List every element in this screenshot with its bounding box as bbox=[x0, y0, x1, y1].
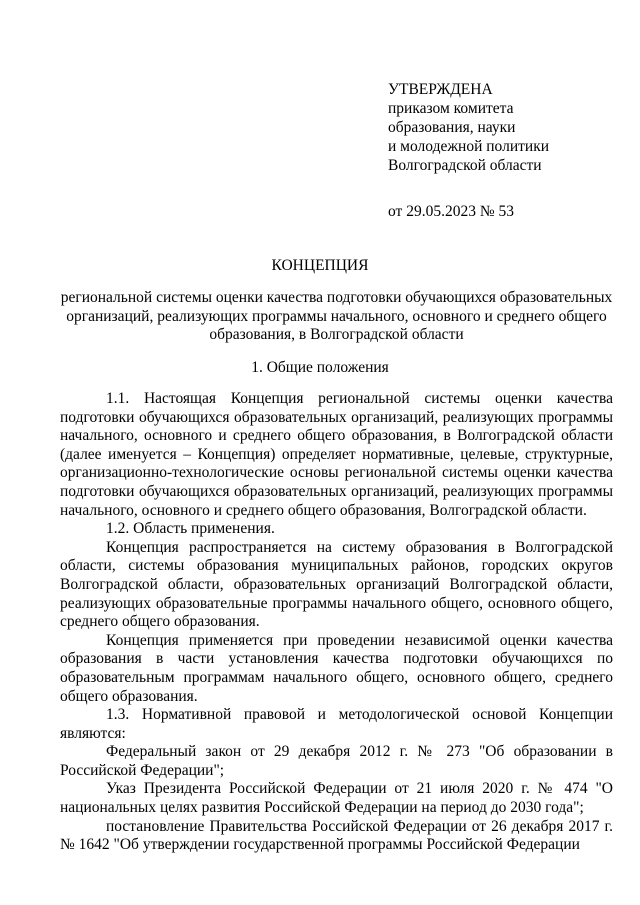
document-subtitle: региональной системы оценки качества подготовки обучающихся образовательных организаций, реализующих программы начального, основного и среднего общего образования, в Волгоградской области bbox=[60, 289, 613, 343]
document-title: КОНЦЕПЦИЯ bbox=[271, 257, 369, 274]
approval-line: приказом комитета bbox=[388, 100, 514, 117]
paragraph: постановление Правительства Российской Федерации от 26 декабря 2017 г. № 1642 "Об утверждении государственной программы Российской Федерации bbox=[60, 817, 613, 854]
paragraph: Указ Президента Российской Федерации от 21 июля 2020 г. № 474 "О национальных целях развития Российской Федерации на период до 2030 года"; bbox=[60, 780, 613, 817]
approval-line: образования, науки bbox=[388, 119, 516, 136]
section-heading: 1. Общие положения bbox=[251, 359, 389, 376]
approval-date: от 29.05.2023 № 53 bbox=[388, 203, 514, 220]
paragraph: Концепция применяется при проведении независимой оценки качества образования в части установления качества подготовки обучающихся по образовательным программам начального общего, основного общего, среднего общего образования. bbox=[60, 631, 613, 705]
approval-stamp bbox=[388, 80, 549, 221]
paragraph: Федеральный закон от 29 декабря 2012 г. № 273 "Об образовании в Российской Федерации"; bbox=[60, 743, 613, 779]
paragraph: 1.2. Область применения. bbox=[106, 520, 275, 538]
paragraph: Концепция распространяется на систему образования в Волгоградской области, системы образования муниципальных районов, городских округов Волгоградской области, образовательных организаций Волгоградской области, реализующих образовательные программы начального общего, основного общего, среднего общего образования. bbox=[60, 538, 613, 631]
paragraph: 1.1. Настоящая Концепция региональной системы оценки качества подготовки обучающихся образовательных организаций, реализующих программы начального, основного и среднего общего образования, в Волгоградской области (далее именуется – Концепция) определяет нормативные, целевые, структурные, организационно-технологические основы региональной системы оценки качества подготовки обучающихся образовательных организаций, реализующих программы начального, основного и среднего общего образования, Волгоградской области. bbox=[60, 390, 613, 519]
approval-line: и молодежной политики bbox=[388, 138, 550, 155]
approval-line: УТВЕРЖДЕНА bbox=[388, 81, 493, 98]
document-body bbox=[60, 390, 613, 855]
approval-line: Волгоградской области bbox=[388, 157, 542, 174]
paragraph: 1.3. Нормативной правовой и методологической основой Концепции являются: bbox=[60, 706, 613, 742]
